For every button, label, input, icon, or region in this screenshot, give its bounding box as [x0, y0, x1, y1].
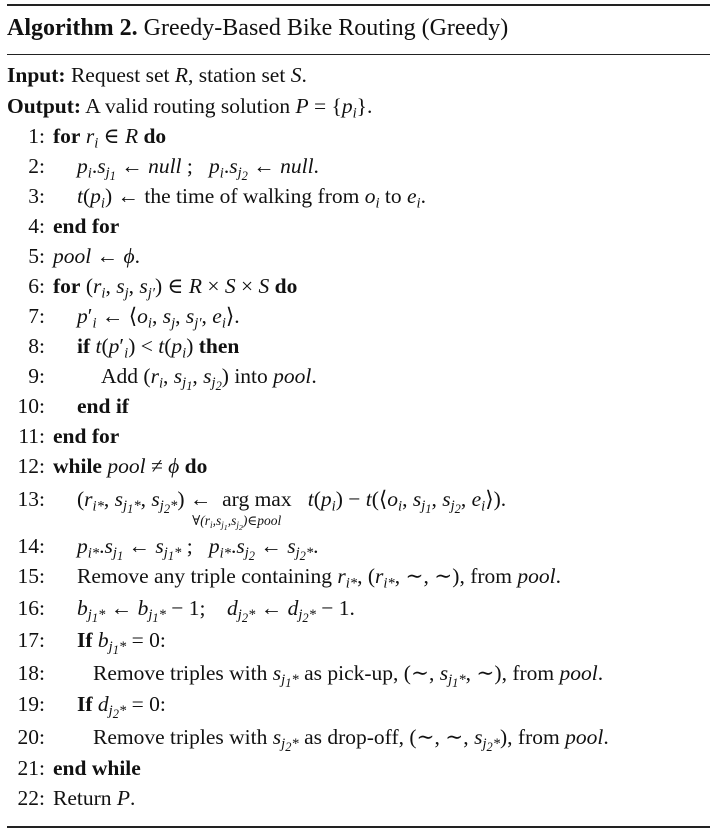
code-line-9: [7, 361, 317, 394]
line-number: 3:: [28, 184, 45, 208]
line-text: for ($r_i$, $s_j$, $s_{j'}$) ∈ R × S × S do: [53, 274, 298, 302]
line-text: If $b_{j_1*} = 0$:: [77, 628, 166, 658]
code-line-12: [7, 451, 208, 481]
line-number: 16:: [17, 596, 45, 620]
code-line-4: [7, 211, 120, 241]
line-text: $p_i.s_{j_1}$ ← null ; $p_i.s_{j_2}$ ← null.: [77, 154, 319, 184]
code-line-16: [7, 593, 355, 626]
line-number: 15:: [17, 564, 45, 588]
line-number: 22:: [17, 786, 45, 810]
line-number: 7:: [28, 304, 45, 328]
line-text: Remove triples with $s_{j_2*}$ as drop-off, (∼, ∼, $s_{j_2*}$), from pool.: [93, 725, 609, 755]
line-number: 19:: [17, 692, 45, 716]
line-number: 14:: [17, 534, 45, 558]
line-number: 5:: [28, 244, 45, 268]
line-number: 18:: [17, 661, 45, 685]
line-number: 9:: [28, 364, 45, 388]
algorithm-title: [7, 10, 508, 46]
code-line-20: [7, 722, 609, 755]
line-text: $p_{i*}.s_{j_1}$ ← $s_{j_1*}$ ; $p_{i*}.s_{j_2}$ ← $s_{j_2*}$.: [77, 534, 319, 564]
line-number: 20:: [17, 725, 45, 749]
line-number: 1:: [28, 124, 45, 148]
input-line: [7, 60, 307, 90]
code-line-17: [7, 625, 166, 658]
line-text: $b_{j_1*}$ ← $b_{j_1*} - 1$; $d_{j_2*}$ ← $d_{j_2*} - 1$.: [77, 596, 355, 626]
code-line-13: [7, 484, 507, 532]
line-text: Remove triples with $s_{j_1*}$ as pick-up, (∼, $s_{j_1*}$, ∼), from pool.: [93, 661, 604, 691]
line-text: Remove any triple containing $r_{i*}$, ($r_{i*}$, ∼, ∼), from pool.: [77, 564, 561, 592]
output-line: [7, 91, 372, 121]
code-line-5: [7, 241, 140, 271]
code-line-2: [7, 151, 319, 184]
algorithm-label: Algorithm 2.: [7, 15, 138, 41]
line-text: ($r_{i*}$, $s_{j_1*}$, $s_{j_2*}$) ← arg max $\forall(r_i,s_{j_1},s_{j_2})\in pool$ $t(p_i)$ − $t(⟨o_i$, $s_{j_1}$, $s_{j_2}$, $e_i⟩$).: [77, 484, 506, 514]
code-line-22: [7, 783, 136, 813]
code-line-10: [7, 391, 129, 421]
top-rule: [7, 4, 710, 6]
line-text: $t(p_i)$ ← the time of walking from $o_i$ to $e_i$.: [77, 184, 426, 212]
line-number: 13:: [17, 487, 45, 511]
line-text: end for: [53, 214, 120, 238]
line-text: Add ($r_i$, $s_{j_1}$, $s_{j_2}$) into pool.: [101, 364, 317, 394]
code-line-14: [7, 531, 319, 564]
line-text: $p'_i$ ← $⟨o_i$, $s_j$, $s_{j'}$, $e_i⟩$.: [77, 304, 240, 332]
code-line-8: [7, 331, 240, 362]
line-number: 21:: [17, 756, 45, 780]
argmax-operator: arg max $\forall(r_i,s_{j_1},s_{j_2})\in pool$: [192, 487, 292, 532]
line-text: Return P.: [53, 786, 136, 810]
line-text: if $t(p'_i) < t(p_i)$ then: [77, 334, 240, 362]
line-text: If $d_{j_2*} = 0$:: [77, 692, 166, 722]
code-line-11: [7, 421, 120, 451]
line-number: 4:: [28, 214, 45, 238]
code-line-15: [7, 561, 561, 592]
line-text: end while: [53, 756, 141, 780]
code-line-6: [7, 271, 298, 302]
line-number: 11:: [18, 424, 45, 448]
line-number: 6:: [28, 274, 45, 298]
code-line-7: [7, 301, 240, 332]
code-line-19: [7, 689, 166, 722]
code-line-1: [7, 121, 167, 152]
input-label: Input:: [7, 63, 66, 87]
line-number: 17:: [17, 628, 45, 652]
line-number: 2:: [28, 154, 45, 178]
title-rule: [7, 54, 710, 55]
bottom-rule: [7, 826, 710, 828]
code-line-21: [7, 753, 141, 783]
line-text: pool ← ϕ.: [53, 244, 140, 268]
code-line-3: [7, 181, 426, 212]
algorithm-name: Greedy-Based Bike Routing (Greedy): [143, 15, 509, 41]
output-label: Output:: [7, 94, 82, 118]
line-number: 10:: [17, 394, 45, 418]
output-text: A valid routing solution $P = \{p_i\}$.: [85, 94, 373, 122]
input-text: Request set R, station set S.: [70, 63, 307, 87]
line-text: end if: [77, 394, 129, 418]
line-number: 8:: [28, 334, 45, 358]
line-text: for $r_i$ ∈ R do: [53, 124, 167, 152]
line-text: while pool ≠ ϕ do: [53, 454, 208, 478]
line-text: end for: [53, 424, 120, 448]
line-number: 12:: [17, 454, 45, 478]
code-line-18: [7, 658, 604, 691]
